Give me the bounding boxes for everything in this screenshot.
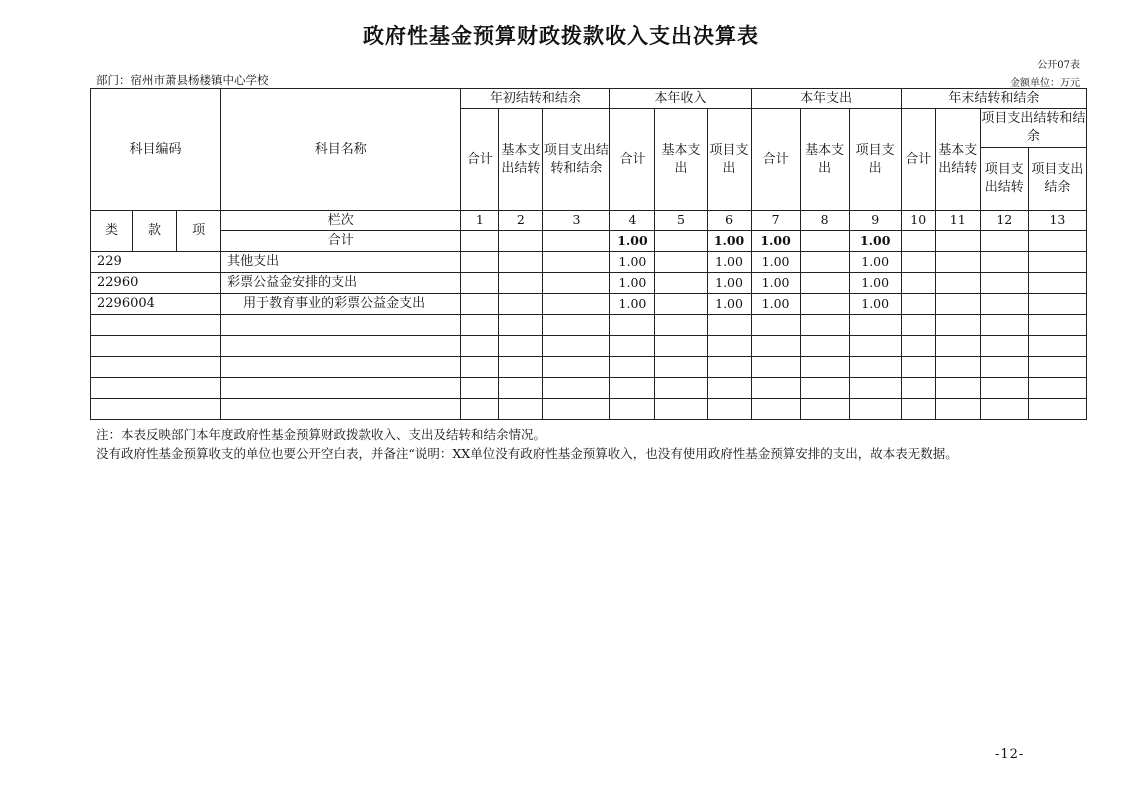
column-number: 10 xyxy=(901,211,935,231)
header-income-basic: 基本支出 xyxy=(655,109,707,211)
sum-cell xyxy=(800,231,849,252)
empty-row xyxy=(91,315,1087,336)
row-cell xyxy=(901,294,935,315)
sum-row-label: 合计 xyxy=(221,231,461,252)
note-line: 没有政府性基金预算收支的单位也要公开空白表，并备注“说明：XX单位没有政府性基金预算收入，也没有使用政府性基金预算安排的支出，故本表无数据。 xyxy=(96,446,958,462)
column-number-row xyxy=(91,211,1087,231)
sum-cell: 1.00 xyxy=(849,231,901,252)
sum-row xyxy=(91,231,1087,252)
page-title: 政府性基金预算财政拨款收入支出决算表 xyxy=(363,23,759,48)
row-cell: 1.00 xyxy=(849,273,901,294)
header-begin-basic-carry: 基本支出结转 xyxy=(499,109,543,211)
row-cell xyxy=(499,273,543,294)
sum-cell: 1.00 xyxy=(707,231,751,252)
row-cell: 1.00 xyxy=(751,273,800,294)
row-cell: 1.00 xyxy=(751,252,800,273)
header-kuan: 款 xyxy=(133,211,177,252)
row-cell xyxy=(655,273,707,294)
row-cell: 1.00 xyxy=(610,252,655,273)
row-cell xyxy=(980,252,1028,273)
header-income-project: 项目支出 xyxy=(707,109,751,211)
row-cell xyxy=(1028,252,1086,273)
row-cell xyxy=(461,252,499,273)
row-cell xyxy=(499,252,543,273)
column-number: 13 xyxy=(1028,211,1086,231)
row-cell xyxy=(901,252,935,273)
column-number: 7 xyxy=(751,211,800,231)
row-cell xyxy=(543,273,610,294)
empty-row xyxy=(91,357,1087,378)
header-expense-total: 合计 xyxy=(751,109,800,211)
empty-row xyxy=(91,336,1087,357)
sum-cell xyxy=(543,231,610,252)
header-group-end: 年末结转和结余 xyxy=(901,89,1086,109)
row-cell xyxy=(499,294,543,315)
row-cell xyxy=(655,294,707,315)
table-row xyxy=(91,294,1087,315)
header-column-no: 栏次 xyxy=(221,211,461,231)
sum-cell: 1.00 xyxy=(610,231,655,252)
note-line: 注：本表反映部门本年度政府性基金预算财政拨款收入、支出及结转和结余情况。 xyxy=(96,427,547,442)
sum-cell xyxy=(935,231,980,252)
row-cell xyxy=(901,273,935,294)
header-expense-project: 项目支出 xyxy=(849,109,901,211)
header-xiang: 项 xyxy=(177,211,221,252)
row-cell xyxy=(461,294,499,315)
column-number: 8 xyxy=(800,211,849,231)
sum-cell xyxy=(980,231,1028,252)
row-cell xyxy=(1028,273,1086,294)
department-label: 部门：宿州市萧县杨楼镇中心学校 xyxy=(96,73,269,87)
row-name: 彩票公益金安排的支出 xyxy=(221,273,461,294)
header-expense-basic: 基本支出 xyxy=(800,109,849,211)
header-end-project-carry: 项目支出结转 xyxy=(980,148,1028,211)
sum-cell xyxy=(499,231,543,252)
row-cell: 1.00 xyxy=(707,252,751,273)
row-cell xyxy=(800,273,849,294)
header-end-basic-carry: 基本支出结转 xyxy=(935,109,980,211)
sum-cell: 1.00 xyxy=(751,231,800,252)
row-cell xyxy=(1028,294,1086,315)
form-id: 公开07表 xyxy=(1037,60,1080,71)
column-number: 9 xyxy=(849,211,901,231)
row-cell: 1.00 xyxy=(849,294,901,315)
row-code: 2296004 xyxy=(91,294,221,315)
sum-cell xyxy=(655,231,707,252)
column-number: 1 xyxy=(461,211,499,231)
row-cell xyxy=(935,294,980,315)
row-cell: 1.00 xyxy=(707,273,751,294)
notes xyxy=(96,425,958,464)
row-cell: 1.00 xyxy=(610,273,655,294)
sum-cell xyxy=(1028,231,1086,252)
header-row-groups xyxy=(91,89,1087,109)
row-cell xyxy=(543,294,610,315)
budget-table xyxy=(90,88,1087,420)
header-end-project-balance: 项目支出结余 xyxy=(1028,148,1086,211)
empty-row xyxy=(91,378,1087,399)
header-group-expense: 本年支出 xyxy=(751,89,901,109)
row-cell xyxy=(461,273,499,294)
header-end-total: 合计 xyxy=(901,109,935,211)
column-number: 12 xyxy=(980,211,1028,231)
column-number: 11 xyxy=(935,211,980,231)
sum-cell xyxy=(901,231,935,252)
header-end-project-carry-balance: 项目支出结转和结余 xyxy=(980,109,1086,148)
row-cell: 1.00 xyxy=(707,294,751,315)
table-row xyxy=(91,252,1087,273)
row-code: 229 xyxy=(91,252,221,273)
empty-row xyxy=(91,399,1087,420)
header-begin-project-carry-balance: 项目支出结转和结余 xyxy=(543,109,610,211)
table-row xyxy=(91,273,1087,294)
row-name: 用于教育事业的彩票公益金支出 xyxy=(221,294,461,315)
sum-cell xyxy=(461,231,499,252)
header-lei: 类 xyxy=(91,211,133,252)
row-cell: 1.00 xyxy=(751,294,800,315)
header-name: 科目名称 xyxy=(221,89,461,211)
column-number: 6 xyxy=(707,211,751,231)
row-cell xyxy=(655,252,707,273)
header-income-total: 合计 xyxy=(610,109,655,211)
row-cell xyxy=(980,294,1028,315)
column-number: 5 xyxy=(655,211,707,231)
page-number: -12- xyxy=(995,747,1025,762)
column-number: 2 xyxy=(499,211,543,231)
header-code: 科目编码 xyxy=(91,89,221,211)
column-number: 3 xyxy=(543,211,610,231)
row-cell xyxy=(800,294,849,315)
row-name: 其他支出 xyxy=(221,252,461,273)
unit-label: 金额单位：万元 xyxy=(1010,78,1080,89)
header-group-income: 本年收入 xyxy=(610,89,751,109)
row-cell xyxy=(800,252,849,273)
header-begin-total: 合计 xyxy=(461,109,499,211)
row-code: 22960 xyxy=(91,273,221,294)
row-cell xyxy=(980,273,1028,294)
row-cell: 1.00 xyxy=(849,252,901,273)
column-number: 4 xyxy=(610,211,655,231)
row-cell xyxy=(935,273,980,294)
row-cell xyxy=(935,252,980,273)
row-cell: 1.00 xyxy=(610,294,655,315)
header-group-begin: 年初结转和结余 xyxy=(461,89,610,109)
row-cell xyxy=(543,252,610,273)
